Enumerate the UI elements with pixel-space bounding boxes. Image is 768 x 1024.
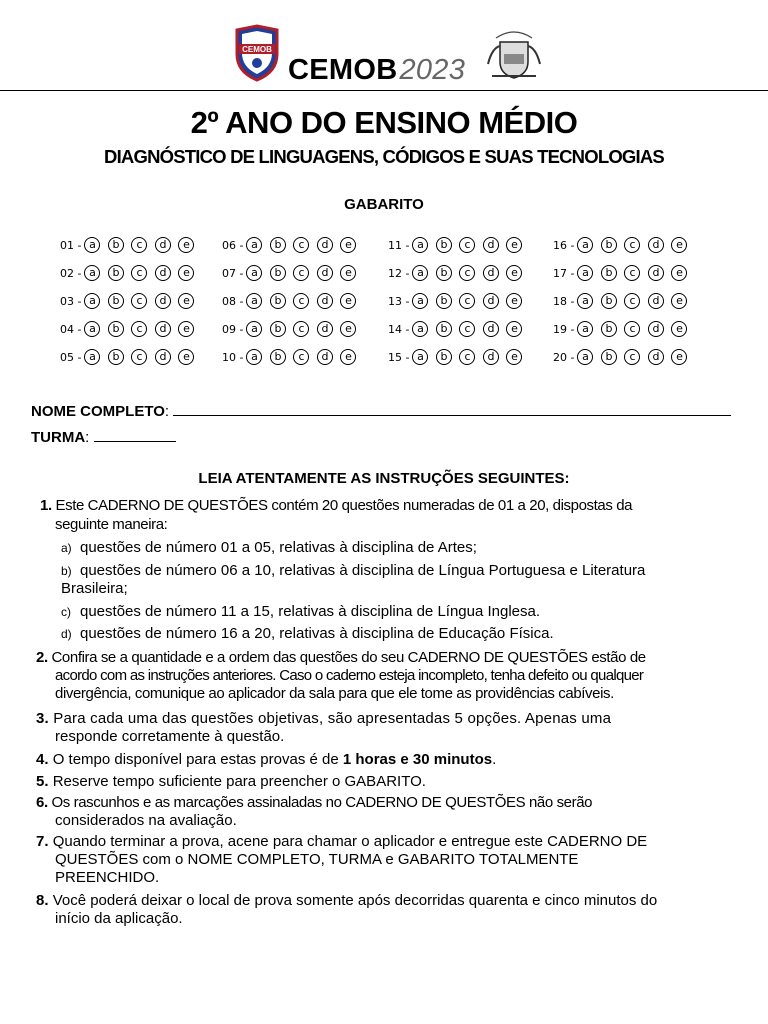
answer-bubble-c[interactable]: c xyxy=(131,237,147,253)
instruction-1-cont: seguinte maneira: xyxy=(55,516,168,533)
answer-row xyxy=(222,289,364,313)
answer-bubble-c[interactable]: c xyxy=(459,293,475,309)
answer-bubble-a[interactable]: a xyxy=(84,293,100,309)
answer-bubble-e[interactable]: e xyxy=(506,293,522,309)
question-number: 09 - xyxy=(222,322,244,336)
answer-bubble-b[interactable]: b xyxy=(108,293,124,309)
answer-bubble-a[interactable]: a xyxy=(84,237,100,253)
answer-bubble-b[interactable]: b xyxy=(270,237,286,253)
instruction-2-cont: acordo com as instruções anteriores. Caso o caderno esteja incompleto, tenha defeito ou qualquer xyxy=(55,667,644,684)
brand-title xyxy=(288,52,465,88)
instruction-6-cont: considerados na avaliação. xyxy=(55,812,237,829)
school-crest-logo xyxy=(233,24,281,84)
question-number: 04 - xyxy=(60,322,82,336)
answer-bubble-e[interactable]: e xyxy=(506,321,522,337)
question-number: 06 - xyxy=(222,238,244,252)
answer-bubble-a[interactable]: a xyxy=(412,265,428,281)
state-coat-of-arms-logo xyxy=(484,24,544,84)
answer-bubble-c[interactable]: c xyxy=(624,237,640,253)
answer-row xyxy=(222,233,364,257)
answer-bubble-c[interactable]: c xyxy=(624,321,640,337)
answer-bubble-a[interactable]: a xyxy=(84,321,100,337)
answer-bubble-a[interactable]: a xyxy=(577,265,593,281)
answer-bubble-e[interactable]: e xyxy=(178,349,194,365)
instruction-7-cont2: PREENCHIDO. xyxy=(55,869,160,886)
answer-bubble-b[interactable]: b xyxy=(108,265,124,281)
answer-bubble-e[interactable]: e xyxy=(178,265,194,281)
question-number: 07 - xyxy=(222,266,244,280)
question-number: 11 - xyxy=(388,238,410,252)
answer-bubble-e[interactable]: e xyxy=(178,237,194,253)
name-field: NOME COMPLETO: xyxy=(31,403,731,420)
answer-bubble-c[interactable]: c xyxy=(293,293,309,309)
instruction-2: 2. Confira se a quantidade e a ordem das questões do seu CADERNO DE QUESTÕES estão de xyxy=(36,649,646,666)
answer-bubble-d[interactable]: d xyxy=(483,349,499,365)
answer-bubble-c[interactable]: c xyxy=(293,265,309,281)
question-number: 20 - xyxy=(553,350,575,364)
answer-bubble-e[interactable]: e xyxy=(671,349,687,365)
answer-bubble-e[interactable]: e xyxy=(671,321,687,337)
answer-bubble-b[interactable]: b xyxy=(436,237,452,253)
answer-bubble-c[interactable]: c xyxy=(459,237,475,253)
answer-row xyxy=(388,233,530,257)
answer-bubble-c[interactable]: c xyxy=(293,321,309,337)
class-label: TURMA xyxy=(31,429,86,446)
page-title: 2º ANO DO ENSINO MÉDIO xyxy=(190,105,578,140)
answer-bubble-d[interactable]: d xyxy=(648,265,664,281)
answer-bubble-e[interactable]: e xyxy=(506,265,522,281)
answer-sheet-grid xyxy=(0,233,768,368)
answer-bubble-b[interactable]: b xyxy=(436,265,452,281)
instructions-title: LEIA ATENTAMENTE AS INSTRUÇÕES SEGUINTES: xyxy=(198,470,570,487)
instruction-1a: a) questões de número 01 a 05, relativas à disciplina de Artes; xyxy=(61,539,477,556)
instruction-1: 1. Este CADERNO DE QUESTÕES contém 20 questões numeradas de 01 a 20, dispostas da xyxy=(40,497,633,514)
question-number: 16 - xyxy=(553,238,575,252)
answer-bubble-d[interactable]: d xyxy=(155,321,171,337)
answer-bubble-b[interactable]: b xyxy=(436,321,452,337)
answer-bubble-a[interactable]: a xyxy=(577,237,593,253)
brand-name: CEMOB xyxy=(288,54,398,86)
answer-bubble-e[interactable]: e xyxy=(671,265,687,281)
answer-bubble-a[interactable]: a xyxy=(412,349,428,365)
instruction-8-cont: início da aplicação. xyxy=(55,910,183,927)
answer-row xyxy=(388,289,530,313)
answer-bubble-d[interactable]: d xyxy=(483,293,499,309)
answer-bubble-d[interactable]: d xyxy=(483,265,499,281)
answer-row xyxy=(222,317,364,341)
answer-bubble-d[interactable]: d xyxy=(317,265,333,281)
answer-row xyxy=(60,317,202,341)
instruction-6: 6. Os rascunhos e as marcações assinaladas no CADERNO DE QUESTÕES não serão xyxy=(36,794,593,811)
answer-row xyxy=(553,317,695,341)
answer-bubble-e[interactable]: e xyxy=(340,265,356,281)
question-number: 08 - xyxy=(222,294,244,308)
answer-row xyxy=(388,261,530,285)
answer-bubble-a[interactable]: a xyxy=(84,265,100,281)
answer-row xyxy=(553,345,695,369)
class-input-line[interactable] xyxy=(94,429,176,442)
answer-bubble-d[interactable]: d xyxy=(317,293,333,309)
answer-bubble-d[interactable]: d xyxy=(317,237,333,253)
answer-bubble-d[interactable]: d xyxy=(317,321,333,337)
answer-bubble-c[interactable]: c xyxy=(624,293,640,309)
answer-bubble-a[interactable]: a xyxy=(246,349,262,365)
question-number: 01 - xyxy=(60,238,82,252)
answer-row xyxy=(60,345,202,369)
answer-bubble-d[interactable]: d xyxy=(155,293,171,309)
answer-bubble-a[interactable]: a xyxy=(84,349,100,365)
answer-row xyxy=(60,233,202,257)
answer-bubble-d[interactable]: d xyxy=(648,293,664,309)
instruction-1b-cont: Brasileira; xyxy=(61,580,128,597)
instruction-1d: d) questões de número 16 a 20, relativas à disciplina de Educação Física. xyxy=(61,625,554,642)
answer-bubble-b[interactable]: b xyxy=(601,349,617,365)
answer-row xyxy=(553,233,695,257)
answer-bubble-d[interactable]: d xyxy=(317,349,333,365)
answer-bubble-b[interactable]: b xyxy=(270,321,286,337)
class-field: TURMA: xyxy=(31,429,176,446)
answer-bubble-b[interactable]: b xyxy=(270,349,286,365)
answer-bubble-e[interactable]: e xyxy=(671,293,687,309)
question-number: 10 - xyxy=(222,350,244,364)
name-input-line[interactable] xyxy=(173,403,731,416)
question-number: 03 - xyxy=(60,294,82,308)
answer-bubble-c[interactable]: c xyxy=(459,265,475,281)
answer-bubble-e[interactable]: e xyxy=(340,349,356,365)
instruction-7: 7. Quando terminar a prova, acene para chamar o aplicador e entregue este CADERNO DE xyxy=(36,833,648,850)
question-number: 02 - xyxy=(60,266,82,280)
answer-row xyxy=(222,261,364,285)
answer-bubble-a[interactable]: a xyxy=(577,349,593,365)
answer-bubble-a[interactable]: a xyxy=(412,321,428,337)
instruction-7-cont: QUESTÕES com o NOME COMPLETO, TURMA e GABARITO TOTALMENTE xyxy=(55,851,579,868)
page-subtitle: DIAGNÓSTICO DE LINGUAGENS, CÓDIGOS E SUAS TECNOLOGIAS xyxy=(104,146,664,167)
answer-bubble-c[interactable]: c xyxy=(131,349,147,365)
answer-bubble-c[interactable]: c xyxy=(459,349,475,365)
answer-bubble-d[interactable]: d xyxy=(648,349,664,365)
answer-bubble-b[interactable]: b xyxy=(601,321,617,337)
answer-bubble-a[interactable]: a xyxy=(577,321,593,337)
answer-bubble-d[interactable]: d xyxy=(648,321,664,337)
answer-bubble-a[interactable]: a xyxy=(246,265,262,281)
question-number: 18 - xyxy=(553,294,575,308)
answer-row xyxy=(222,345,364,369)
answer-bubble-e[interactable]: e xyxy=(340,237,356,253)
answer-row xyxy=(388,345,530,369)
answer-row xyxy=(553,261,695,285)
answer-bubble-e[interactable]: e xyxy=(340,321,356,337)
answer-bubble-d[interactable]: d xyxy=(155,349,171,365)
answer-bubble-c[interactable]: c xyxy=(131,293,147,309)
answer-bubble-a[interactable]: a xyxy=(412,237,428,253)
answer-row xyxy=(60,261,202,285)
question-number: 12 - xyxy=(388,266,410,280)
answer-bubble-a[interactable]: a xyxy=(246,321,262,337)
answer-row xyxy=(553,289,695,313)
answer-bubble-a[interactable]: a xyxy=(577,293,593,309)
question-number: 05 - xyxy=(60,350,82,364)
name-label: NOME COMPLETO xyxy=(31,403,165,420)
instruction-8: 8. Você poderá deixar o local de prova somente após decorridas quarenta e cinco minutos do xyxy=(36,892,658,909)
answer-bubble-e[interactable]: e xyxy=(178,321,194,337)
answer-bubble-e[interactable]: e xyxy=(340,293,356,309)
instruction-1b: b) questões de número 06 a 10, relativas à disciplina de Língua Portuguesa e Literatura xyxy=(61,562,646,579)
answer-bubble-d[interactable]: d xyxy=(648,237,664,253)
answer-bubble-e[interactable]: e xyxy=(506,237,522,253)
answer-bubble-b[interactable]: b xyxy=(436,349,452,365)
answer-bubble-c[interactable]: c xyxy=(459,321,475,337)
instruction-3: 3. Para cada uma das questões objetivas, são apresentadas 5 opções. Apenas uma xyxy=(36,710,612,727)
question-number: 15 - xyxy=(388,350,410,364)
answer-bubble-b[interactable]: b xyxy=(270,293,286,309)
answer-row xyxy=(60,289,202,313)
answer-sheet-title: GABARITO xyxy=(344,196,424,213)
question-number: 14 - xyxy=(388,322,410,336)
answer-bubble-a[interactable]: a xyxy=(246,293,262,309)
answer-bubble-c[interactable]: c xyxy=(293,237,309,253)
answer-bubble-d[interactable]: d xyxy=(483,321,499,337)
answer-bubble-b[interactable]: b xyxy=(108,237,124,253)
instruction-4: 4. O tempo disponível para estas provas é de 1 horas e 30 minutos. xyxy=(36,751,497,768)
logo-text: CEMOB xyxy=(242,45,272,54)
answer-bubble-e[interactable]: e xyxy=(671,237,687,253)
answer-bubble-c[interactable]: c xyxy=(293,349,309,365)
brand-year: 2023 xyxy=(399,54,466,86)
answer-bubble-c[interactable]: c xyxy=(624,349,640,365)
answer-bubble-b[interactable]: b xyxy=(108,321,124,337)
answer-bubble-e[interactable]: e xyxy=(506,349,522,365)
instruction-1c: c) questões de número 11 a 15, relativas à disciplina de Língua Inglesa. xyxy=(61,603,541,620)
answer-bubble-c[interactable]: c xyxy=(624,265,640,281)
question-number: 17 - xyxy=(553,266,575,280)
question-number: 19 - xyxy=(553,322,575,336)
instruction-3-cont: responde corretamente à questão. xyxy=(55,728,285,745)
answer-bubble-c[interactable]: c xyxy=(131,265,147,281)
answer-bubble-d[interactable]: d xyxy=(155,237,171,253)
answer-bubble-b[interactable]: b xyxy=(601,237,617,253)
answer-row xyxy=(388,317,530,341)
answer-bubble-b[interactable]: b xyxy=(601,293,617,309)
instruction-2-cont2: divergência, comunique ao aplicador da sala para que ele tome as providências cabíveis. xyxy=(55,685,614,702)
answer-bubble-e[interactable]: e xyxy=(178,293,194,309)
answer-bubble-b[interactable]: b xyxy=(601,265,617,281)
instruction-5: 5. Reserve tempo suficiente para preencher o GABARITO. xyxy=(36,773,426,790)
question-number: 13 - xyxy=(388,294,410,308)
answer-bubble-b[interactable]: b xyxy=(436,293,452,309)
answer-bubble-d[interactable]: d xyxy=(483,237,499,253)
answer-bubble-b[interactable]: b xyxy=(270,265,286,281)
answer-bubble-a[interactable]: a xyxy=(246,237,262,253)
answer-bubble-c[interactable]: c xyxy=(131,321,147,337)
page-header xyxy=(0,0,768,91)
answer-bubble-b[interactable]: b xyxy=(108,349,124,365)
answer-bubble-d[interactable]: d xyxy=(155,265,171,281)
answer-bubble-a[interactable]: a xyxy=(412,293,428,309)
